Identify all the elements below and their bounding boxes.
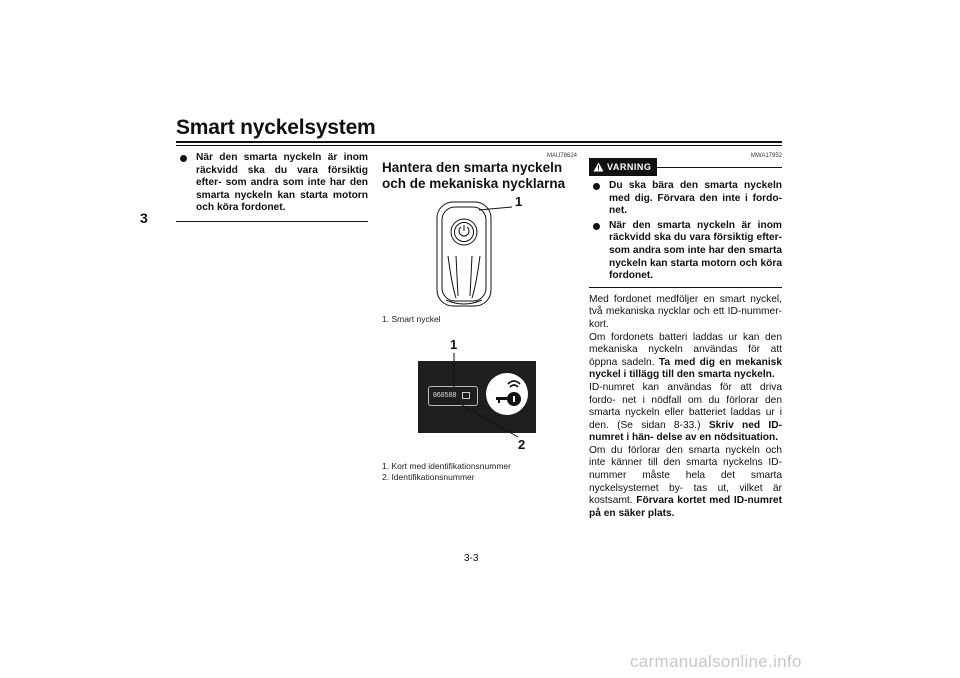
paragraph [589,332,782,382]
header-rule-thin [176,145,782,146]
paragraph-emphasis: Förvara kortet med ID-numret på en säker plats. [589,495,782,519]
warning-bullet-text: Du ska bära den smarta nyckeln med dig. Förvara den inte i fordo- net. [609,180,782,217]
left-column [176,152,368,222]
middle-column [382,150,577,483]
warning-bullet [589,220,782,283]
smart-key-figure [382,196,577,314]
paragraph-emphasis: Skriv ned ID-numret i hän- delse av en nödsituation. [589,419,782,444]
callout-1: 1 [450,337,458,352]
figure2-caption-1: 1. Kort med identifikationsnummer [382,461,511,471]
callout-1: 1 [515,194,523,209]
paragraph-text: ID-numret kan användas för att driva fordo- net i nödfall om du förlorar den smarta nyckeln eller batteriet laddas ur i den. (Se sidan 8-33.) [589,381,782,431]
paragraph-text: Om du förlorar den smarta nyckeln och inte känner till den smarta nyckelns ID-nummer måste hela det smarta nyckelsystemet by- tas ut, vilket är kostsamt. [589,444,782,507]
figure1-caption: 1. Smart nyckel [382,314,441,324]
paragraph-emphasis: Ta med dig en mekanisk nyckel i tillägg till den smarta nyckeln. [589,356,782,381]
warning-bullet-text: När den smarta nyckeln är inom räckvidd ska du vara försiktig efter- som andra som inte har den smarta nyckeln kan starta motorn och köra fordonet. [609,219,782,282]
bullet-item [176,152,368,215]
warning-triangle-icon [593,162,604,172]
id-number: 868588 [433,392,457,399]
warning-code: MWA17952 [750,153,782,159]
section-code: MAU78624 [546,153,577,159]
paragraph-text: Om fordonets batteri laddas ur kan den mekaniska nyckeln användas för att öppna sadeln. [589,331,782,368]
section-title: Hantera den smarta nyckeln och de mekaniska nycklarna [382,160,566,191]
watermark[interactable]: carmanualsonline.info [630,652,802,671]
paragraph [589,445,782,521]
smart-key-illustration [382,196,577,314]
warning-label [589,158,657,177]
section-end-rule [176,221,368,222]
bullet-dot-icon [593,183,600,190]
chapter-tab: 3 [140,210,148,226]
bullet-dot-icon [593,223,600,230]
warning-end-rule [589,287,782,288]
bullet-dot-icon [180,155,187,162]
figure2-caption-2: 2. Identifikationsnummer [382,472,475,482]
callout-leader-lines [382,339,577,457]
page-number: 3-3 [464,553,479,564]
warning-bullet [589,180,782,218]
paragraph [589,382,782,445]
bullet-text: När den smarta nyckeln är inom räckvidd ska du vara försiktig efter- som andra som inte har den smarta nyckeln kan starta motorn och köra fordonet. [196,152,368,214]
callout-2: 2 [518,437,526,452]
right-column [589,150,782,520]
page-title: Smart nyckelsystem [176,116,376,139]
header-rule [176,141,782,143]
paragraph: Med fordonet medföljer en smart nyckel, två mekaniska nycklar och ett ID-nummer- kort. [589,293,782,330]
warning-rule [657,167,782,168]
warning-header [589,158,782,176]
warning-label-text: VARNING [607,161,652,172]
id-card-figure [382,339,577,457]
